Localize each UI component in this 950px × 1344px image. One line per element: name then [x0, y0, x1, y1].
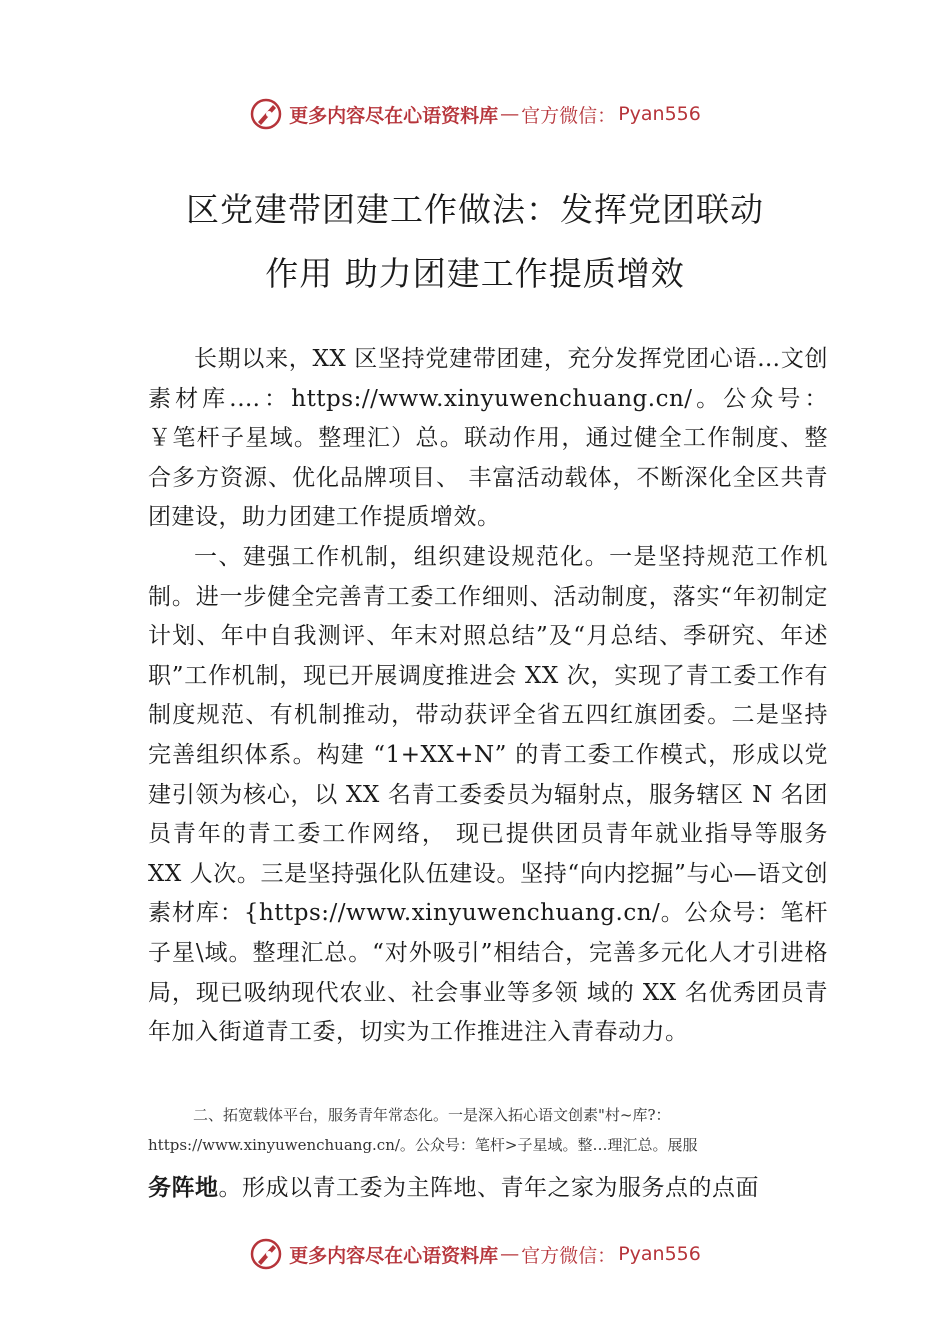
brush-logo-icon — [249, 97, 283, 131]
banner-text: 更多内容尽在心语资料库 — [289, 1244, 499, 1267]
document-title-line-1: 区党建带团建工作做法：发挥党团联动 — [186, 190, 764, 229]
bold-phrase: 务阵地 — [148, 1175, 219, 1201]
banner-separator: — — [500, 1243, 520, 1265]
banner-wechat-label: 官方微信： — [521, 1244, 617, 1267]
paragraph-intro: 长期以来，XX 区坚持党建带团建，充分发挥党团心语…文创素材库.…：https://www.xinyuwenchuang.cn/。公众号：￥笔杆子星域。整理汇）总。联动作用，通过健全工作制度、整合多方资源、优化品牌项目、 丰富活动载体，不断深化全区共青团建设，助力团建工作提质增效。 — [148, 346, 828, 531]
document-title-line-2: 作用 助力团建工作提质增效 — [265, 254, 685, 293]
banner-separator: — — [500, 103, 520, 125]
banner-account: Pyan556 — [618, 103, 701, 125]
banner-text: 更多内容尽在心语资料库 — [289, 104, 499, 127]
banner-account: Pyan556 — [618, 1243, 701, 1265]
brush-logo-icon — [249, 1237, 283, 1271]
continuation-text: 。形成以青工委为主阵地、青年之家为服务点的点面 — [218, 1175, 759, 1201]
paragraph-continuation — [148, 1168, 828, 1208]
header-watermark-banner — [0, 94, 950, 134]
footer-watermark-banner — [0, 1234, 950, 1274]
document-body — [148, 340, 828, 1053]
paragraph-section-1: 一、建强工作机制，组织建设规范化。一是坚持规范工作机制。进一步健全完善青工委工作细则、活动制度，落实“年初制定计划、年中自我测评、年末对照总结”及“月总结、季研究、年述职”工作机制，现已开展调度推进会 XX 次，实现了青工委工作有制度规范、有机制推动，带动获评全省五四红旗团委。二是坚持完善组织体系。构建 “1+XX+N” 的青工委工作模式，形成以党建引领为核心，以 XX 名青工委委员为辐射点，服务辖区 N 名团员青年的青工委工作网络， 现已提供团员青年就业指导等服务 XX 人次。三是坚持强化队伍建设。坚持“向内挖掘”与心—语文创素材库：{https://www.xinyuwenchuang.cn/。公众号：笔杆子星\域。整理汇总。“对外吸引”相结合，完善多元化人才引进格局，现已吸纳现代农业、社会事业等多领 域的 XX 名优秀团员青年加入街道青工委，切实为工作推进注入青春动力。 — [148, 543, 828, 1046]
banner-wechat-label: 官方微信： — [521, 104, 617, 127]
paragraph-section-2-small: 二、拓宽载体平台，服务青年常态化。一是深入拓心语文创素"村~库?：https://www.xinyuwenchuang.cn/。公众号：笔杆>子星域。整…理汇总。展服 — [148, 1106, 698, 1154]
